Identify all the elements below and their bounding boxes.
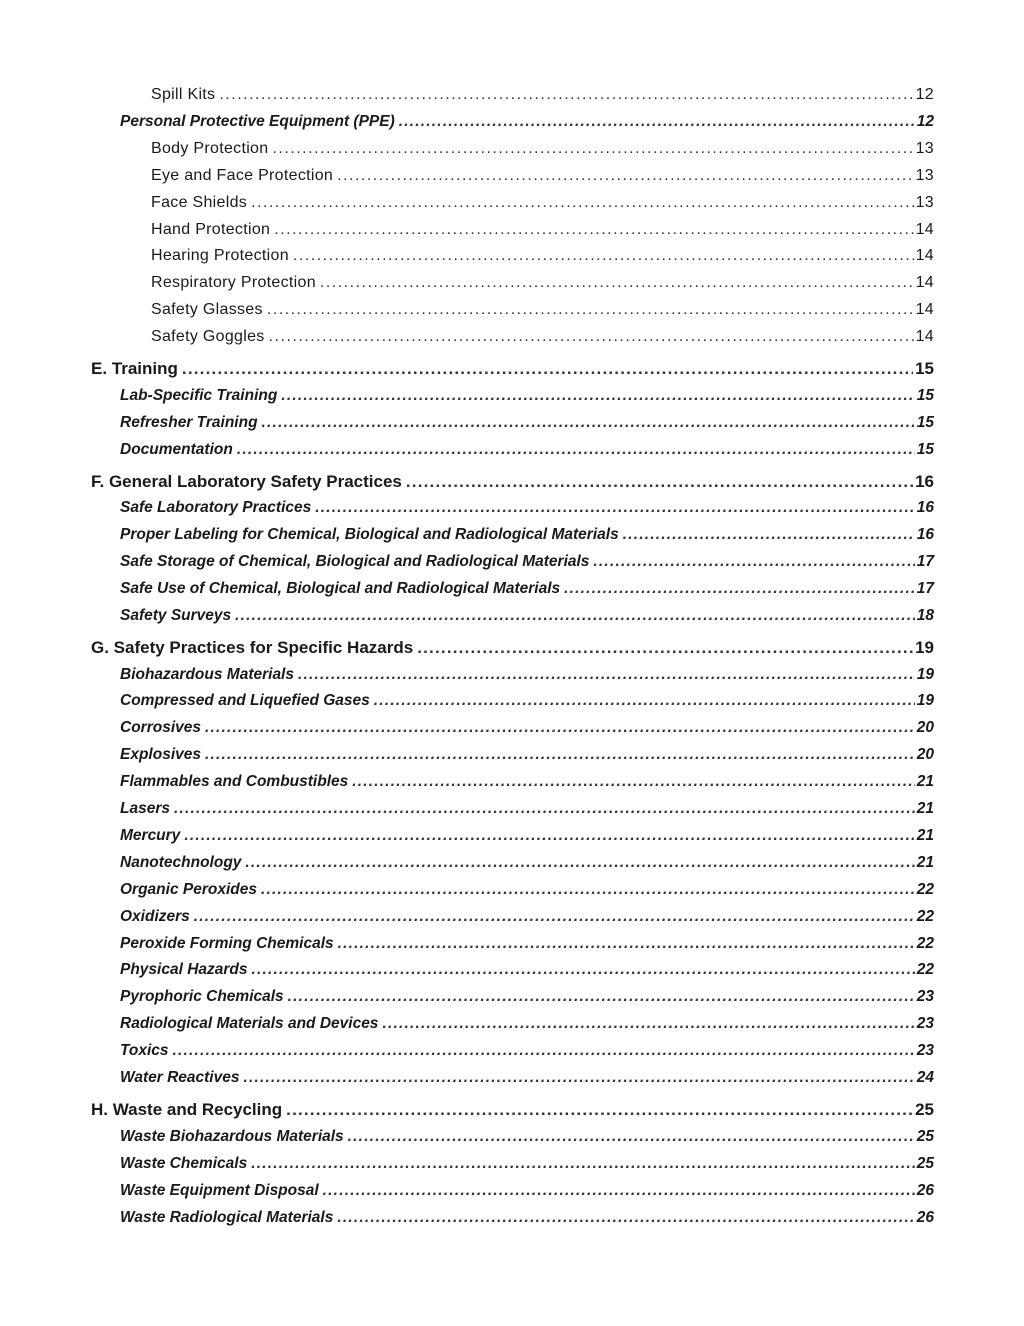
leader-dots [288,988,915,1006]
toc-entry-page: 16 [916,499,934,516]
leader-dots [374,692,915,710]
toc-entry[interactable] [0,140,1024,158]
leader-dots [243,1069,914,1087]
toc-entry-label: Explosives [120,746,201,763]
toc-entry-page: 26 [916,1209,934,1226]
toc-entry[interactable] [0,580,1024,598]
toc-entry-label: Waste Radiological Materials [120,1209,334,1226]
toc-entry-label: Face Shields [151,194,248,211]
toc-entry[interactable] [0,526,1024,544]
toc-section-heading[interactable] [0,359,1024,379]
leader-dots [174,800,915,818]
toc-entry-page: 23 [916,1042,934,1059]
toc-entry[interactable] [0,719,1024,737]
leader-dots [298,666,915,684]
toc-entry-page: 17 [916,553,934,570]
toc-section-heading[interactable] [0,472,1024,492]
toc-entry-label: Waste Chemicals [120,1155,248,1172]
toc-entry-label: Proper Labeling for Chemical, Biological and Radiological Materials [120,526,619,543]
leader-dots [252,961,915,979]
toc-entry[interactable] [0,553,1024,571]
toc-entry-page: 17 [916,580,934,597]
toc-entry[interactable] [0,1155,1024,1173]
toc-entry[interactable] [0,1015,1024,1033]
toc-section-heading[interactable] [0,638,1024,658]
toc-entry-label: Physical Hazards [120,961,248,978]
leader-dots [337,167,913,185]
leader-dots [269,328,914,346]
toc-entry-page: 19 [916,666,934,683]
leader-dots [194,908,915,926]
leader-dots [267,301,914,319]
leader-dots [338,935,915,953]
toc-entry[interactable] [0,1128,1024,1146]
toc-entry-label: Mercury [120,827,181,844]
toc-entry[interactable] [0,221,1024,239]
toc-entry[interactable] [0,607,1024,625]
leader-dots [593,553,914,571]
toc-entry-page: 14 [915,274,934,291]
leader-dots [315,499,914,517]
toc-entry[interactable] [0,1069,1024,1087]
toc-entry[interactable] [0,800,1024,818]
toc-entry[interactable] [0,773,1024,791]
leader-dots [182,359,913,379]
toc-entry-page: 15 [916,387,934,404]
toc-entry-label: Organic Peroxides [120,881,257,898]
toc-entry[interactable] [0,1182,1024,1200]
toc-entry-page: 21 [916,800,934,817]
toc-entry[interactable] [0,414,1024,432]
toc-entry-page: 13 [915,194,934,211]
toc-entry[interactable] [0,441,1024,459]
toc-entry-label: Safety Glasses [151,301,263,318]
leader-dots [173,1042,915,1060]
toc-entry-label: Flammables and Combustibles [120,773,349,790]
toc-entry-label: Lasers [120,800,170,817]
toc-entry-page: 12 [915,86,934,103]
toc-entry-label: Respiratory Protection [151,274,316,291]
toc-entry[interactable] [0,86,1024,104]
leader-dots [320,274,914,292]
toc-entry-page: 21 [916,827,934,844]
leader-dots [261,881,915,899]
toc-entry[interactable] [0,692,1024,710]
toc-entry-label: G. Safety Practices for Specific Hazards [91,638,414,657]
toc-entry-label: Safety Surveys [120,607,232,624]
leader-dots [272,140,913,158]
toc-entry-label: Safe Storage of Chemical, Biological and Radiological Materials [120,553,590,570]
toc-entry-page: 16 [915,472,934,491]
toc-entry-label: Documentation [120,441,233,458]
leader-dots [219,86,913,104]
toc-entry-page: 18 [916,607,934,624]
toc-entry[interactable] [0,167,1024,185]
toc-entry-page: 22 [916,881,934,898]
toc-entry-label: Safe Use of Chemical, Biological and Radiological Materials [120,580,561,597]
toc-entry-page: 19 [915,638,934,657]
toc-entry-page: 14 [915,247,934,264]
leader-dots [352,773,915,791]
toc-entry-label: Refresher Training [120,414,258,431]
toc-entry[interactable] [0,1209,1024,1227]
toc-entry-page: 19 [916,692,934,709]
toc-entry[interactable] [0,881,1024,899]
toc-entry-page: 14 [915,328,934,345]
leader-dots [286,1100,913,1120]
toc-entry[interactable] [0,961,1024,979]
toc-entry-page: 21 [916,773,934,790]
toc-entry-label: F. General Laboratory Safety Practices [91,472,402,491]
toc-entry-page: 13 [915,167,934,184]
leader-dots [399,113,915,131]
leader-dots [417,638,913,658]
toc-entry[interactable] [0,247,1024,265]
toc-entry[interactable] [0,935,1024,953]
leader-dots [262,414,915,432]
toc-entry[interactable] [0,301,1024,319]
toc-entry-label: Water Reactives [120,1069,240,1086]
leader-dots [564,580,915,598]
toc-entry-label: Nanotechnology [120,854,242,871]
toc-entry-label: Toxics [120,1042,169,1059]
toc-entry-label: Spill Kits [151,86,216,103]
leader-dots [406,472,913,492]
toc-entry-page: 22 [916,908,934,925]
toc-entry-label: Pyrophoric Chemicals [120,988,284,1005]
toc-entry-label: Eye and Face Protection [151,167,334,184]
leader-dots [293,247,914,265]
toc-entry-page: 22 [916,935,934,952]
toc-entry-page: 15 [916,414,934,431]
toc-entry[interactable] [0,988,1024,1006]
toc-entry-label: Lab-Specific Training [120,387,278,404]
leader-dots [348,1128,915,1146]
toc-entry-label: Biohazardous Materials [120,666,294,683]
toc-entry[interactable] [0,274,1024,292]
toc-entry[interactable] [0,1042,1024,1060]
toc-entry[interactable] [0,387,1024,405]
toc-entry-label: Compressed and Liquefied Gases [120,692,370,709]
toc-entry[interactable] [0,854,1024,872]
toc-entry-label: Peroxide Forming Chemicals [120,935,334,952]
toc-entry[interactable] [0,328,1024,346]
toc-entry[interactable] [0,499,1024,517]
toc-entry-page: 15 [915,359,934,378]
leader-dots [281,387,914,405]
toc-entry-page: 21 [916,854,934,871]
toc-entry[interactable] [0,827,1024,845]
leader-dots [251,1155,915,1173]
toc-entry-label: Hand Protection [151,221,271,238]
leader-dots [251,194,914,212]
toc-entry-label: Personal Protective Equipment (PPE) [120,113,395,130]
leader-dots [623,526,915,544]
toc-entry[interactable] [0,666,1024,684]
leader-dots [205,719,915,737]
leader-dots [337,1209,914,1227]
toc-entry-page: 13 [915,140,934,157]
toc-entry-page: 25 [916,1128,934,1145]
toc-entry-page: 14 [915,221,934,238]
toc-entry-page: 23 [916,1015,934,1032]
leader-dots [274,221,913,239]
toc-entry-page: 15 [916,441,934,458]
toc-entry-page: 20 [916,746,934,763]
toc-entry-page: 12 [916,113,934,130]
toc-entry-label: Waste Biohazardous Materials [120,1128,344,1145]
toc-entry-label: H. Waste and Recycling [91,1100,283,1119]
toc-entry-page: 23 [916,988,934,1005]
toc-entry[interactable] [0,908,1024,926]
toc-entry-label: Oxidizers [120,908,190,925]
toc-entry-page: 25 [916,1155,934,1172]
toc-entry-page: 22 [916,961,934,978]
toc-entry-page: 25 [915,1100,934,1119]
leader-dots [205,746,915,764]
toc-entry-label: Waste Equipment Disposal [120,1182,319,1199]
toc-section-heading[interactable] [0,1100,1024,1120]
leader-dots [235,607,915,625]
toc-entry-page: 14 [915,301,934,318]
toc-entry[interactable] [0,194,1024,212]
leader-dots [245,854,914,872]
toc-entry-label: Corrosives [120,719,201,736]
toc-entry-label: Safe Laboratory Practices [120,499,312,516]
toc-entry-label: E. Training [91,359,178,378]
toc-entry[interactable] [0,746,1024,764]
leader-dots [323,1182,915,1200]
toc-entry-label: Safety Goggles [151,328,265,345]
leader-dots [382,1015,914,1033]
toc-entry-label: Radiological Materials and Devices [120,1015,379,1032]
toc-entry-page: 16 [916,526,934,543]
leader-dots [237,441,915,459]
toc-entry-page: 26 [916,1182,934,1199]
leader-dots [184,827,914,845]
toc-entry-page: 20 [916,719,934,736]
toc-entry-label: Hearing Protection [151,247,289,264]
toc-entry[interactable] [0,113,1024,131]
toc-entry-page: 24 [916,1069,934,1086]
toc-entry-label: Body Protection [151,140,269,157]
